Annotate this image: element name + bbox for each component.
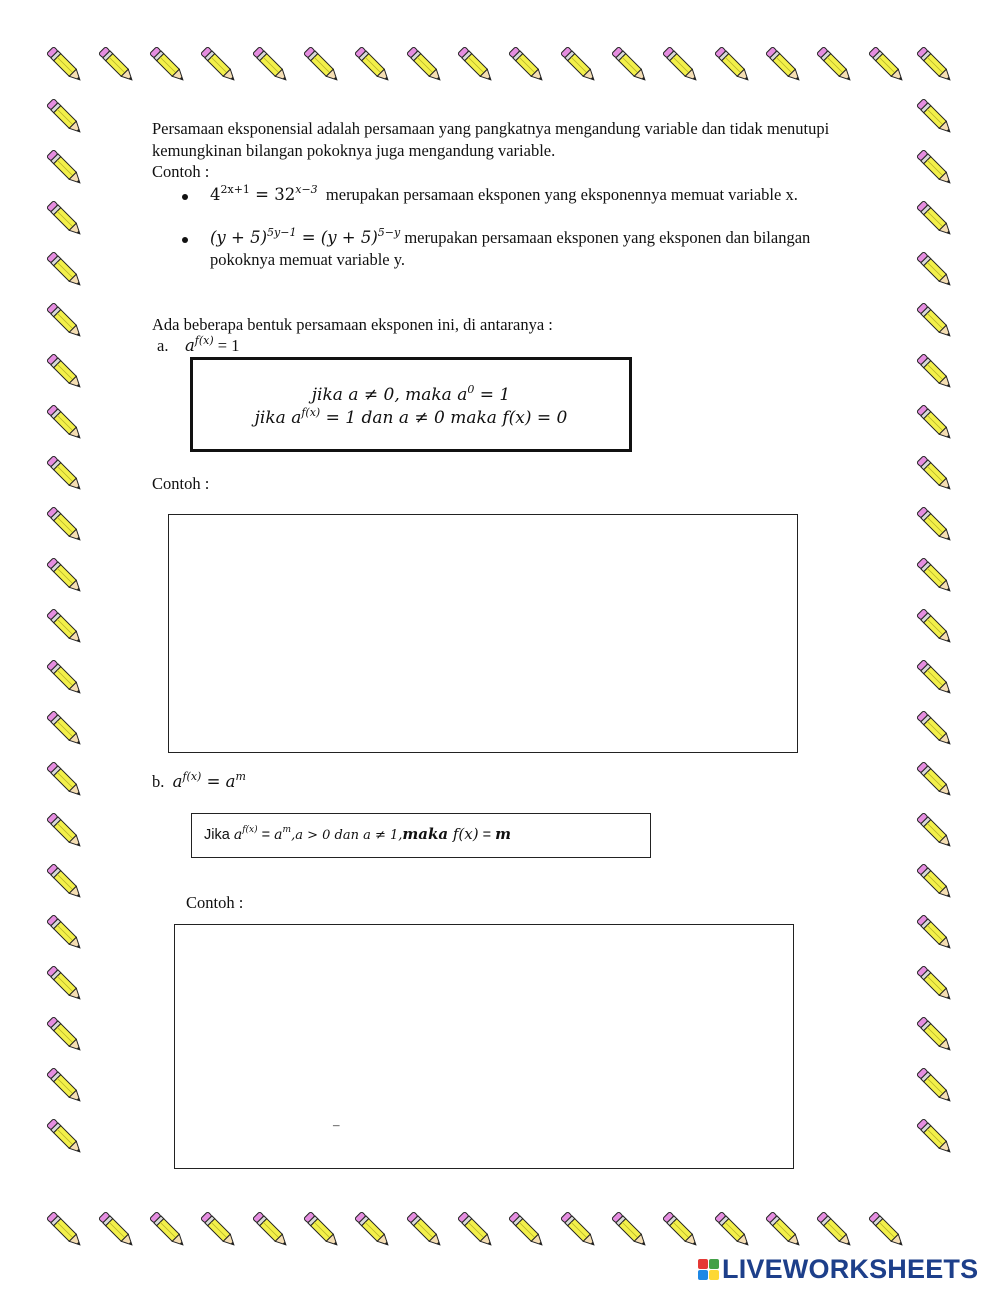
- pencil-icon: [910, 551, 960, 601]
- pencil-icon: [92, 1205, 142, 1255]
- pencil-icon: [348, 40, 398, 90]
- rule-a-line-2: jika $a^{f(x)} = 1$ dan a ≠ 0 maka f(x) = 0: [254, 406, 568, 428]
- form-b-heading: [152, 771, 246, 793]
- pencil-icon: [910, 857, 960, 907]
- form-b-equation: $a^{f(x)} = a^m$: [172, 770, 246, 791]
- pencil-icon: [910, 704, 960, 754]
- pencil-icon: [910, 92, 960, 142]
- logo-mark-icon: [698, 1259, 719, 1280]
- pencil-icon: [910, 602, 960, 652]
- pencil-icon: [40, 398, 90, 448]
- pencil-icon: [910, 500, 960, 550]
- logo-square-1: [698, 1259, 708, 1269]
- pencil-icon: [246, 1205, 296, 1255]
- pencil-icon: [40, 296, 90, 346]
- form-a-heading: [157, 335, 239, 357]
- pencil-icon: [348, 1205, 398, 1255]
- answer-box-a[interactable]: [168, 514, 798, 753]
- contoh-label-intro: Contoh :: [152, 162, 210, 181]
- bullet-dot-2: [182, 237, 188, 243]
- pencil-icon: [910, 959, 960, 1009]
- pencil-icon: [910, 40, 960, 90]
- pencil-icon: [910, 755, 960, 805]
- example-2: [210, 227, 810, 249]
- pencil-icon: [910, 449, 960, 499]
- pencil-icon: [400, 1205, 450, 1255]
- pencil-icon: [40, 602, 90, 652]
- pencil-icon: [708, 40, 758, 90]
- pencil-icon: [910, 1010, 960, 1060]
- pencil-icon: [910, 908, 960, 958]
- logo-text: LIVEWORKSHEETS: [722, 1253, 979, 1284]
- pencil-icon: [40, 194, 90, 244]
- rule-a-line-1: jika a ≠ 0, maka $a^0 = 1$: [311, 383, 511, 405]
- example-1-equation: $4^{2x+1} = 32^{x-3}$: [210, 183, 318, 204]
- pencil-icon: [862, 40, 912, 90]
- pencil-icon: [400, 40, 450, 90]
- dash-mark: –: [333, 1117, 340, 1132]
- answer-box-b[interactable]: [174, 924, 794, 1169]
- pencil-icon: [143, 1205, 193, 1255]
- contoh-label-a: Contoh :: [152, 474, 210, 493]
- logo-square-4: [709, 1270, 719, 1280]
- intro-line-2: kemungkinan bilangan pokoknya juga mengandung variable.: [152, 141, 556, 160]
- pencil-icon: [910, 1061, 960, 1111]
- rule-box-a: [190, 357, 632, 452]
- pencil-icon: [910, 653, 960, 703]
- pencil-icon: [143, 40, 193, 90]
- pencil-icon: [554, 1205, 604, 1255]
- logo-square-3: [698, 1270, 708, 1280]
- pencil-icon: [910, 143, 960, 193]
- intro-line-1: Persamaan eksponensial adalah persamaan yang pangkatnya mengandung variable dan tidak menutupi: [152, 119, 830, 138]
- example-1: [210, 184, 798, 206]
- pencil-icon: [502, 40, 552, 90]
- pencil-icon: [40, 551, 90, 601]
- pencil-icon: [246, 40, 296, 90]
- pencil-icon: [862, 1205, 912, 1255]
- pencil-icon: [708, 1205, 758, 1255]
- pencil-icon: [656, 40, 706, 90]
- pencil-icon: [40, 143, 90, 193]
- form-a-equation: $a^{f(x)} = 1$: [184, 334, 240, 355]
- pencil-icon: [40, 1061, 90, 1111]
- pencil-icon: [297, 40, 347, 90]
- pencil-icon: [40, 857, 90, 907]
- pencil-icon: [810, 40, 860, 90]
- rule-box-b: [191, 813, 651, 858]
- pencil-icon: [40, 347, 90, 397]
- pencil-icon: [40, 704, 90, 754]
- pencil-icon: [451, 40, 501, 90]
- pencil-icon: [40, 806, 90, 856]
- pencil-icon: [297, 1205, 347, 1255]
- bullet-dot-1: [182, 194, 188, 200]
- pencil-icon: [605, 40, 655, 90]
- pencil-icon: [40, 1205, 90, 1255]
- pencil-icon: [656, 1205, 706, 1255]
- pencil-icon: [40, 755, 90, 805]
- pencil-icon: [910, 245, 960, 295]
- pencil-icon: [40, 449, 90, 499]
- pencil-icon: [910, 194, 960, 244]
- pencil-icon: [759, 40, 809, 90]
- pencil-icon: [910, 296, 960, 346]
- example-1-text: merupakan persamaan eksponen yang eksponennya memuat variable x.: [325, 185, 798, 204]
- example-2-text-cont: pokoknya memuat variable y.: [210, 250, 406, 269]
- pencil-icon: [910, 1112, 960, 1162]
- pencil-icon: [40, 1112, 90, 1162]
- contoh-label-b: Contoh :: [186, 893, 244, 912]
- pencil-icon: [40, 245, 90, 295]
- pencil-icon: [759, 1205, 809, 1255]
- pencil-icon: [810, 1205, 860, 1255]
- pencil-icon: [194, 1205, 244, 1255]
- pencil-icon: [451, 1205, 501, 1255]
- logo-square-2: [709, 1259, 719, 1269]
- form-a-label: a.: [157, 336, 169, 355]
- pencil-icon: [910, 347, 960, 397]
- pencil-icon: [502, 1205, 552, 1255]
- pencil-icon: [40, 1010, 90, 1060]
- form-b-label: b.: [152, 772, 165, 791]
- pencil-icon: [40, 92, 90, 142]
- example-2-equation: $(y + 5)^{5y-1} = (y + 5)^{5-y}$: [210, 226, 401, 247]
- pencil-icon: [554, 40, 604, 90]
- pencil-icon: [910, 398, 960, 448]
- pencil-icon: [605, 1205, 655, 1255]
- pencil-icon: [40, 959, 90, 1009]
- rule-b-text: Jika $a^{f(x)} = a^m,a > 0$ dan a ≠ 1,maka f(x) = m: [204, 825, 511, 843]
- pencil-icon: [40, 500, 90, 550]
- liveworksheets-logo[interactable]: [698, 1254, 978, 1284]
- example-2-text: merupakan persamaan eksponen yang eksponen dan bilangan: [404, 228, 811, 247]
- pencil-icon: [40, 908, 90, 958]
- pencil-icon: [194, 40, 244, 90]
- section-intro: Ada beberapa bentuk persamaan eksponen ini, di antaranya :: [152, 315, 553, 334]
- pencil-icon: [92, 40, 142, 90]
- pencil-icon: [40, 653, 90, 703]
- pencil-icon: [910, 806, 960, 856]
- pencil-icon: [40, 40, 90, 90]
